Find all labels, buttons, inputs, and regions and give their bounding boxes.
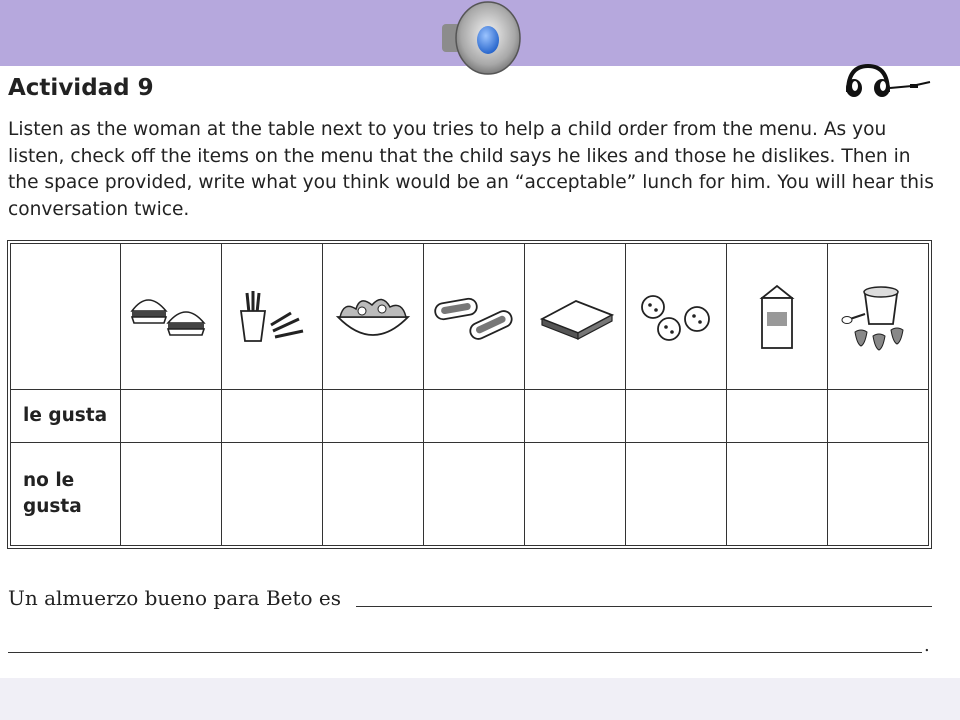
check-cell[interactable]: [424, 442, 525, 545]
row-label-no-le-gusta: no le gusta: [11, 442, 121, 545]
check-cell[interactable]: [626, 442, 727, 545]
check-cell[interactable]: [828, 442, 929, 545]
milk-carton-icon: [727, 244, 828, 390]
check-cell[interactable]: [727, 442, 828, 545]
grid-corner-cell: [11, 244, 121, 390]
check-cell[interactable]: [727, 390, 828, 443]
check-cell[interactable]: [222, 442, 323, 545]
check-cell[interactable]: [323, 442, 424, 545]
cookies-icon: [626, 244, 727, 390]
hamburgers-icon: [121, 244, 222, 390]
row-label-le-gusta: le gusta: [11, 390, 121, 443]
sandwich-icon: [525, 244, 626, 390]
activity-title: Actividad 9: [8, 75, 154, 101]
menu-check-grid: [7, 240, 932, 549]
instructions-text: Listen as the woman at the table next to you tries to help a child order from the menu. As you listen, check off the items on the menu that the child says he likes and those he dislikes. Then in the space provided, write what you think would be an “acceptable” lunch for him. You will hear this conversation twice.: [8, 119, 934, 220]
check-cell[interactable]: [121, 390, 222, 443]
headphones-icon: [842, 62, 934, 98]
check-cell[interactable]: [323, 390, 424, 443]
food-header-row: [11, 244, 929, 390]
answer-prompt: Un almuerzo bueno para Beto es: [8, 586, 342, 610]
answer-line-1[interactable]: [356, 606, 932, 607]
check-cell[interactable]: [626, 390, 727, 443]
footer-band: [0, 678, 960, 720]
check-cell[interactable]: [525, 442, 626, 545]
salad-icon: [323, 244, 424, 390]
check-cell[interactable]: [222, 390, 323, 443]
answer-period: .: [924, 635, 930, 656]
check-cell[interactable]: [424, 390, 525, 443]
check-cell[interactable]: [525, 390, 626, 443]
likes-row: [11, 390, 929, 443]
yogurt-strawberries-icon: [828, 244, 929, 390]
check-cell[interactable]: [828, 390, 929, 443]
hot-dogs-icon: [424, 244, 525, 390]
dislikes-row: [11, 442, 929, 545]
french-fries-icon: [222, 244, 323, 390]
answer-line-2[interactable]: [8, 652, 922, 653]
check-cell[interactable]: [121, 442, 222, 545]
speaker-audio-icon[interactable]: [438, 0, 524, 76]
